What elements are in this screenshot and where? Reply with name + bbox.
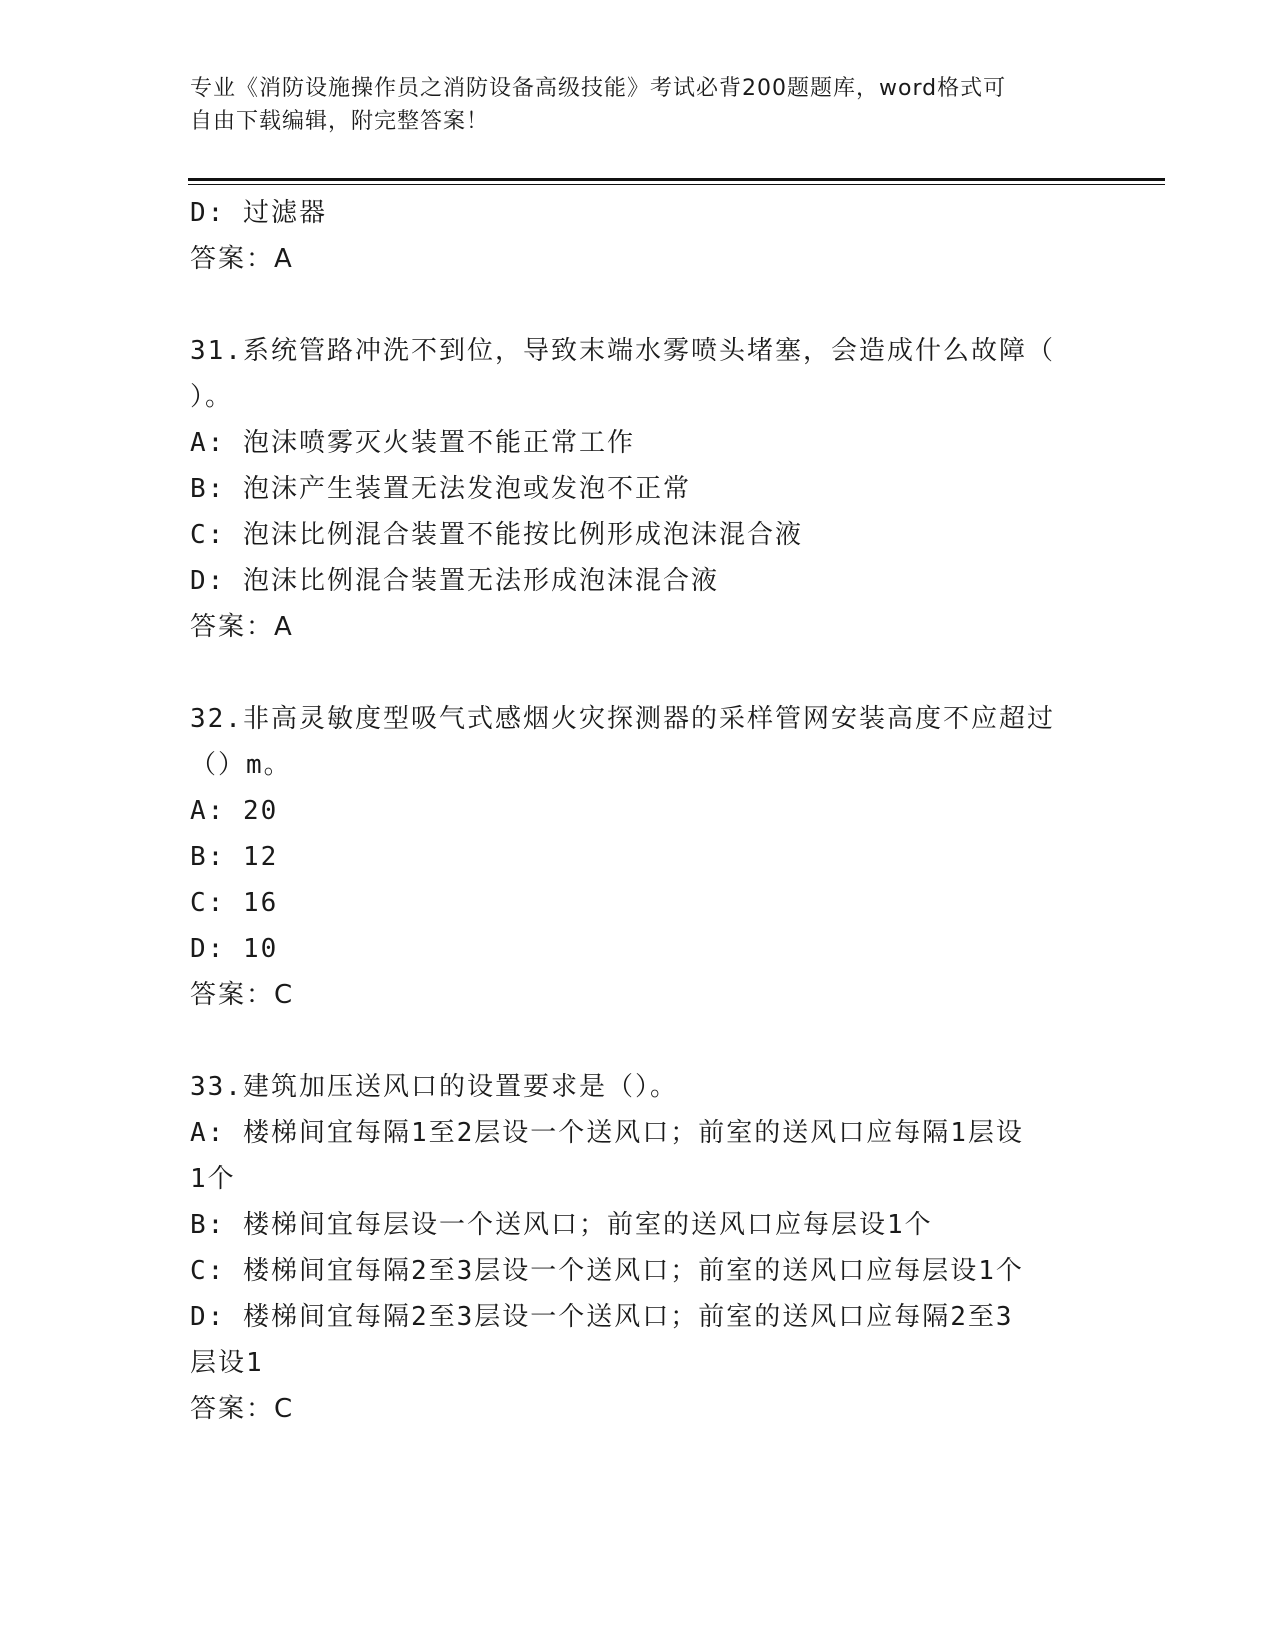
option-d: D: 楼梯间宜每隔2至3层设一个送风口；前室的送风口应每隔2至3 [190, 1302, 1014, 1332]
option-c: C: 楼梯间宜每隔2至3层设一个送风口；前室的送风口应每层设1个 [190, 1256, 1024, 1286]
option-c: C: 16 [190, 888, 279, 918]
option-a: A: 泡沫喷雾灭火装置不能正常工作 [190, 428, 635, 458]
question-stem-continued: ）。 [190, 382, 234, 412]
option-a: A: 楼梯间宜每隔1至2层设一个送风口；前室的送风口应每隔1层设 [190, 1118, 1024, 1148]
option-d-continued: 层设1 [190, 1348, 264, 1378]
answer-line: 答案：C [190, 1394, 295, 1424]
spacer [190, 1018, 1090, 1064]
question-33 [190, 1064, 1090, 1432]
option-d: D: 过滤器 [190, 198, 327, 228]
document-header [190, 72, 1090, 138]
answer-line: 答案：A [190, 244, 294, 274]
question-31 [190, 328, 1090, 650]
option-a: A: 20 [190, 796, 279, 826]
question-stem: 32.非高灵敏度型吸气式感烟火灾探测器的采样管网安装高度不应超过 [190, 704, 1055, 734]
option-d: D: 10 [190, 934, 279, 964]
header-line-2: 自由下载编辑，附完整答案！ [190, 109, 490, 134]
option-c: C: 泡沫比例混合装置不能按比例形成泡沫混合液 [190, 520, 803, 550]
spacer [190, 282, 1090, 328]
header-line-1: 专业《消防设施操作员之消防设备高级技能》考试必背200题题库，word格式可 [190, 76, 1007, 101]
question-stem: 33.建筑加压送风口的设置要求是（）。 [190, 1072, 678, 1102]
question-list [190, 190, 1090, 1432]
option-b: B: 12 [190, 842, 279, 872]
question-stem: 31.系统管路冲洗不到位，导致末端水雾喷头堵塞，会造成什么故障（ [190, 336, 1055, 366]
header-divider-thick [188, 178, 1165, 181]
spacer [190, 650, 1090, 696]
option-b: B: 泡沫产生装置无法发泡或发泡不正常 [190, 474, 691, 504]
option-a-continued: 1个 [190, 1164, 236, 1194]
answer-line: 答案：C [190, 980, 295, 1010]
answer-line: 答案：A [190, 612, 294, 642]
question-32 [190, 696, 1090, 1018]
header-divider-thin [188, 184, 1165, 185]
option-d: D: 泡沫比例混合装置无法形成泡沫混合液 [190, 566, 719, 596]
option-b: B: 楼梯间宜每层设一个送风口；前室的送风口应每层设1个 [190, 1210, 933, 1240]
question-stem-continued: （）m。 [190, 750, 292, 780]
